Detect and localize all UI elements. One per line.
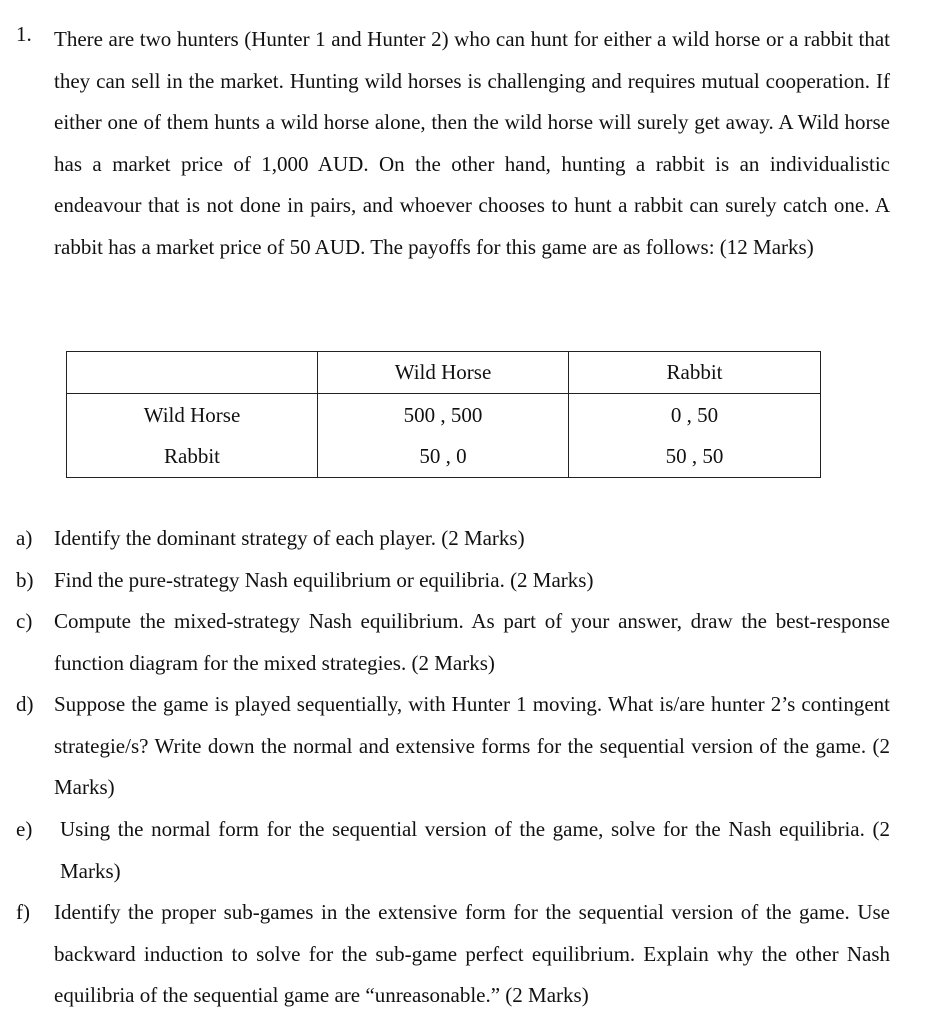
column-header-rabbit: Rabbit bbox=[569, 352, 821, 394]
payoff-table bbox=[66, 351, 821, 478]
sub-question-text: Compute the mixed-strategy Nash equilibrium. As part of your answer, draw the best-response function diagram for the mixed strategies. (2 Marks) bbox=[54, 609, 890, 675]
sub-question-label: c) bbox=[16, 609, 33, 633]
payoff-cell: 0 , 50 bbox=[569, 394, 821, 437]
table-header-row bbox=[67, 352, 821, 394]
sub-question-text: Using the normal form for the sequential version of the game, solve for the Nash equilibria. (2 Marks) bbox=[60, 817, 890, 883]
payoff-cell: 50 , 50 bbox=[569, 436, 821, 478]
table-corner-cell bbox=[67, 352, 318, 394]
payoff-cell: 500 , 500 bbox=[318, 394, 569, 437]
payoff-cell: 50 , 0 bbox=[318, 436, 569, 478]
question-number: 1. bbox=[16, 22, 32, 46]
sub-question-text: Identify the dominant strategy of each player. (2 Marks) bbox=[54, 526, 525, 550]
sub-question-label: b) bbox=[16, 567, 34, 592]
table-row bbox=[67, 394, 821, 437]
sub-question-text: Identify the proper sub-games in the extensive form for the sequential version of the game. Use backward induction to solve for the sub-game perfect equilibrium. Explain why the other Nash equilibria of the sequential game are “unreasonable.” (2 Marks) bbox=[54, 900, 890, 1007]
sub-question-text: Find the pure-strategy Nash equilibrium or equilibria. (2 Marks) bbox=[54, 567, 594, 592]
sub-question-label: d) bbox=[16, 692, 34, 716]
row-header-rabbit: Rabbit bbox=[67, 436, 318, 478]
sub-question-label: e) bbox=[16, 817, 33, 841]
table-row bbox=[67, 436, 821, 478]
sub-question-label: a) bbox=[16, 526, 33, 550]
row-header-wild-horse: Wild Horse bbox=[67, 394, 318, 437]
sub-question-text: Suppose the game is played sequentially, with Hunter 1 moving. What is/are hunter 2’s contingent strategie/s? Write down the normal and extensive forms for the sequential version of the game. (2 Marks) bbox=[54, 692, 890, 799]
column-header-wild-horse: Wild Horse bbox=[318, 352, 569, 394]
question-text: There are two hunters (Hunter 1 and Hunter 2) who can hunt for either a wild horse or a rabbit that they can sell in the market. Hunting wild horses is challenging and requires mutual cooperation. If either one of them hunts a wild horse alone, then the wild horse will surely get away. A Wild horse has a market price of 1,000 AUD. On the other hand, hunting a rabbit is an individualistic endeavour that is not done in pairs, and whoever chooses to hunt a rabbit can surely catch one. A rabbit has a market price of 50 AUD. The payoffs for this game are as follows: (12 Marks) bbox=[54, 27, 890, 259]
sub-question-label: f) bbox=[16, 900, 30, 924]
